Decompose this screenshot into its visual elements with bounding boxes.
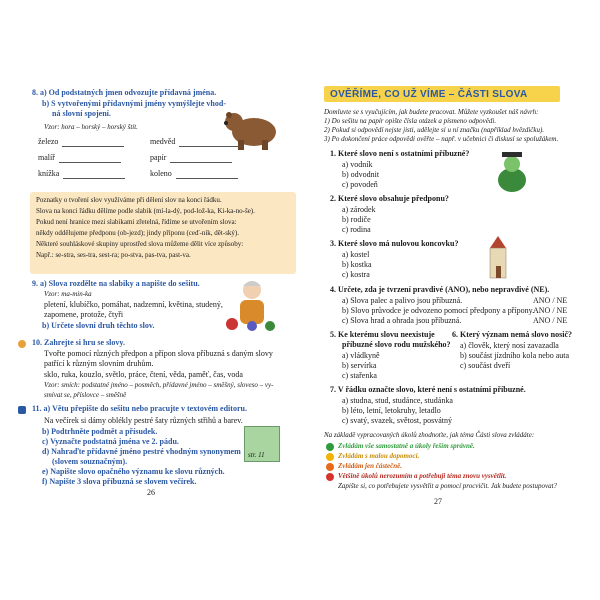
- q3-title: 3. Které slovo má nulovou koncovku?: [330, 239, 459, 248]
- word-zelezo: železo: [38, 137, 124, 147]
- church-illustration: [480, 234, 516, 280]
- q4-row-c: c) Slova hrad a ohrada jsou příbuzná.: [342, 316, 462, 325]
- page-number-right: 27: [434, 497, 442, 506]
- word-papir: papír: [150, 153, 232, 163]
- eval-green-face-icon: [326, 443, 334, 451]
- q10-title: 10. Zahrejte si hru se slovy.: [32, 338, 125, 347]
- eval-orange-face-icon: [326, 463, 334, 471]
- eval-outro: Zapište si, co potřebujete vysvětlit a pomocí procvičit. Jak budete postupovat?: [338, 482, 558, 490]
- q4-row-b: b) Slovo průvodce je odvozeno pomocí předpony a přípony.: [342, 306, 535, 315]
- note-line-3: Pokud není hranice mezi slabikami zřetelná, řídíme se utvořením slova:: [36, 218, 237, 226]
- eval-yellow-face-icon: [326, 453, 334, 461]
- eval-red-face-icon: [326, 473, 334, 481]
- q7-opt-a: a) studna, stud, studánce, studánka: [342, 396, 453, 405]
- note-line-2: Slova na konci řádku dělíme podle slabik (mí-la-dý, pod-lož-ka, Ki-ka-no-še).: [36, 207, 255, 215]
- q8-a: 8. a) Od podstatných jmen odvozujte přídavná jména.: [32, 88, 217, 97]
- knitting-grandma-illustration: [222, 278, 282, 334]
- q11-d1: d) Nahraďte přídavné jméno pestré vhodným synonymem: [42, 447, 241, 456]
- q9-line-2: zapomene, protože, čtyři: [44, 310, 124, 319]
- q5-opt-b: b) servírka: [342, 361, 377, 370]
- q9-line-1: pletení, klubíčko, pomáhat, nadzemní, květina, studený,: [44, 300, 223, 309]
- note-line-6: Např.: se-stra, ses-tra, sest-ra; po-stva, pas-tva, past-va.: [36, 251, 191, 259]
- q11-sentence: Na večírek si dámy oblékly pestré šaty různých střihů a barev.: [44, 416, 243, 425]
- left-page: [30, 86, 302, 536]
- q7-opt-b: b) léto, letní, letokruhy, letadlo: [342, 406, 441, 415]
- q3-opt-c: c) kostra: [342, 270, 370, 279]
- q8-b2: ná slovní spojení.: [52, 109, 111, 118]
- q10-line-4: Vzor: smích: podstatné jméno – posměch, přídavné jméno – směšný, sloveso – vy-: [44, 381, 274, 389]
- q2-title: 2. Které slovo obsahuje předponu?: [330, 194, 449, 203]
- word-koleno: koleno: [150, 169, 238, 179]
- q7-title: 7. V řádku označte slovo, které není s ostatními příbuzné.: [330, 385, 526, 394]
- note-line-5: Některé souhláskové skupiny uprostřed slova můžeme dělit více způsoby:: [36, 240, 244, 248]
- q10-line-5: smívat se, příslovce – směšně: [44, 391, 127, 399]
- eval-item-1: Zvládám vše samostatně a úkoly řeším správně.: [338, 442, 475, 450]
- q4-answer-c[interactable]: ANO / NE: [533, 316, 568, 325]
- intro-line-2: 1) Do sešitu na papír opište čísla otázek a písmeno odpovědi.: [324, 117, 497, 125]
- q7-opt-c: c) svatý, svazek, světost, posvátný: [342, 416, 452, 425]
- q1-opt-a: a) vodník: [342, 160, 373, 169]
- workbook-card-label: str. 11: [248, 451, 265, 459]
- note-line-4: někdy oddělujeme předponu (ob-jezd); jindy příponu (ceď-ník, dět-ský).: [36, 229, 239, 237]
- intro-line-1: Domluvte se s vyučujícím, jak budete pracovat. Můžete vyzkoušet náš návrh:: [324, 108, 539, 116]
- page-number-left: 26: [147, 488, 155, 497]
- q11-d2: (slovem souznačným).: [52, 457, 128, 466]
- q8-b1: b) S vytvořenými přídavnými jmény vymýšlejte vhod-: [42, 99, 226, 108]
- eval-item-4: Většině úkolů nerozumím a potřebuji téma znovu vysvětlit.: [338, 472, 507, 480]
- q5-opt-c: c) stařenka: [342, 371, 377, 380]
- eval-item-3: Zvládám jen částečně.: [338, 462, 402, 470]
- workbook-card: [244, 426, 280, 462]
- q5-title-1: 5. Ke kterému slovu neexistuje: [330, 330, 435, 339]
- q11-b: b) Podtrhněte podmět a přísudek.: [42, 427, 158, 436]
- eval-item-2: Zvládám s malou dopomocí.: [338, 452, 420, 460]
- note-line-1: Poznatky o tvoření slov využíváme při dělení slov na konci řádku.: [36, 196, 222, 204]
- q9-b: b) Určete slovní druh těchto slov.: [42, 321, 155, 330]
- q6-opt-c: c) součást dveří: [460, 361, 511, 370]
- right-page: [320, 86, 578, 536]
- q6-opt-a: a) člověk, který nosí zavazadla: [460, 341, 559, 350]
- word-malir: malíř: [38, 153, 121, 163]
- word-medved: medvěd: [150, 137, 241, 147]
- q11-e: e) Napište slovo opačného významu ke slovu různých.: [42, 467, 225, 476]
- q6-opt-b: b) součást jízdního kola nebo auta: [460, 351, 570, 360]
- q9-vzor: Vzor: ma-min-ka: [44, 290, 92, 298]
- word-knizka: knížka: [38, 169, 125, 179]
- q4-row-a: a) Slova palec a palivo jsou příbuzná.: [342, 296, 463, 305]
- q3-opt-b: b) kostka: [342, 260, 372, 269]
- q2-opt-b: b) rodiče: [342, 215, 371, 224]
- q2-opt-c: c) rodina: [342, 225, 371, 234]
- q10-line-2: patřící k různým slovním druhům.: [44, 359, 154, 368]
- q1-opt-c: c) povodeň: [342, 180, 378, 189]
- q11-a: 11. a) Větu přepište do sešitu nebo pracujte v textovém editoru.: [32, 404, 247, 413]
- intro-line-4: 3) Po dokončení práce odpovědi ověřte – např. v učebnici či diskusí se spolužákem.: [324, 135, 559, 143]
- q8-example: Vzor: hora – horský – horský štít.: [44, 123, 138, 131]
- q4-answer-a[interactable]: ANO / NE: [533, 296, 568, 305]
- q4-answer-b[interactable]: ANO / NE: [533, 306, 568, 315]
- computer-icon: [18, 406, 26, 414]
- eval-intro: Na základě vypracovaných úkolů zhodnoťte, jak téma Části slova zvládáte:: [324, 431, 535, 439]
- q10-line-3: sklo, ruka, kouzlo, světlo, práce, čtení, věda, paměť, čas, voda: [44, 370, 243, 379]
- game-icon: [18, 340, 26, 348]
- q1-opt-b: b) odvodnit: [342, 170, 380, 179]
- intro-line-3: 2) Pokud si odpovědí nejste jisti, udělejte si u ní značku (například hvězdičku).: [324, 126, 545, 134]
- q9-a: 9. a) Slova rozdělte na slabiky a napište do sešitu.: [32, 279, 200, 288]
- q5-opt-a: a) vládkyně: [342, 351, 380, 360]
- q10-line-1: Tvořte pomocí různých předpon a přípon slova příbuzná s daným slovy: [44, 349, 273, 358]
- q4-title: 4. Určete, zda je tvrzení pravdivé (ANO), nebo nepravdivé (NE).: [330, 285, 550, 294]
- water-goblin-illustration: [492, 150, 532, 194]
- section-header: OVĚŘÍME, CO UŽ VÍME – ČÁSTI SLOVA: [330, 89, 528, 100]
- q1-title: 1. Které slovo není s ostatními příbuzné?: [330, 149, 470, 158]
- q11-c: c) Vyznačte podstatná jména ve 2. pádu.: [42, 437, 179, 446]
- q6-title: 6. Který význam nemá slovo nosič?: [452, 330, 572, 339]
- q5-title-2: příbuzné slovo rodu mužského?: [342, 340, 451, 349]
- q2-opt-a: a) zárodek: [342, 205, 376, 214]
- q3-opt-a: a) kostel: [342, 250, 370, 259]
- q11-f: f) Napište 3 slova příbuzná se slovem večírek.: [42, 477, 197, 486]
